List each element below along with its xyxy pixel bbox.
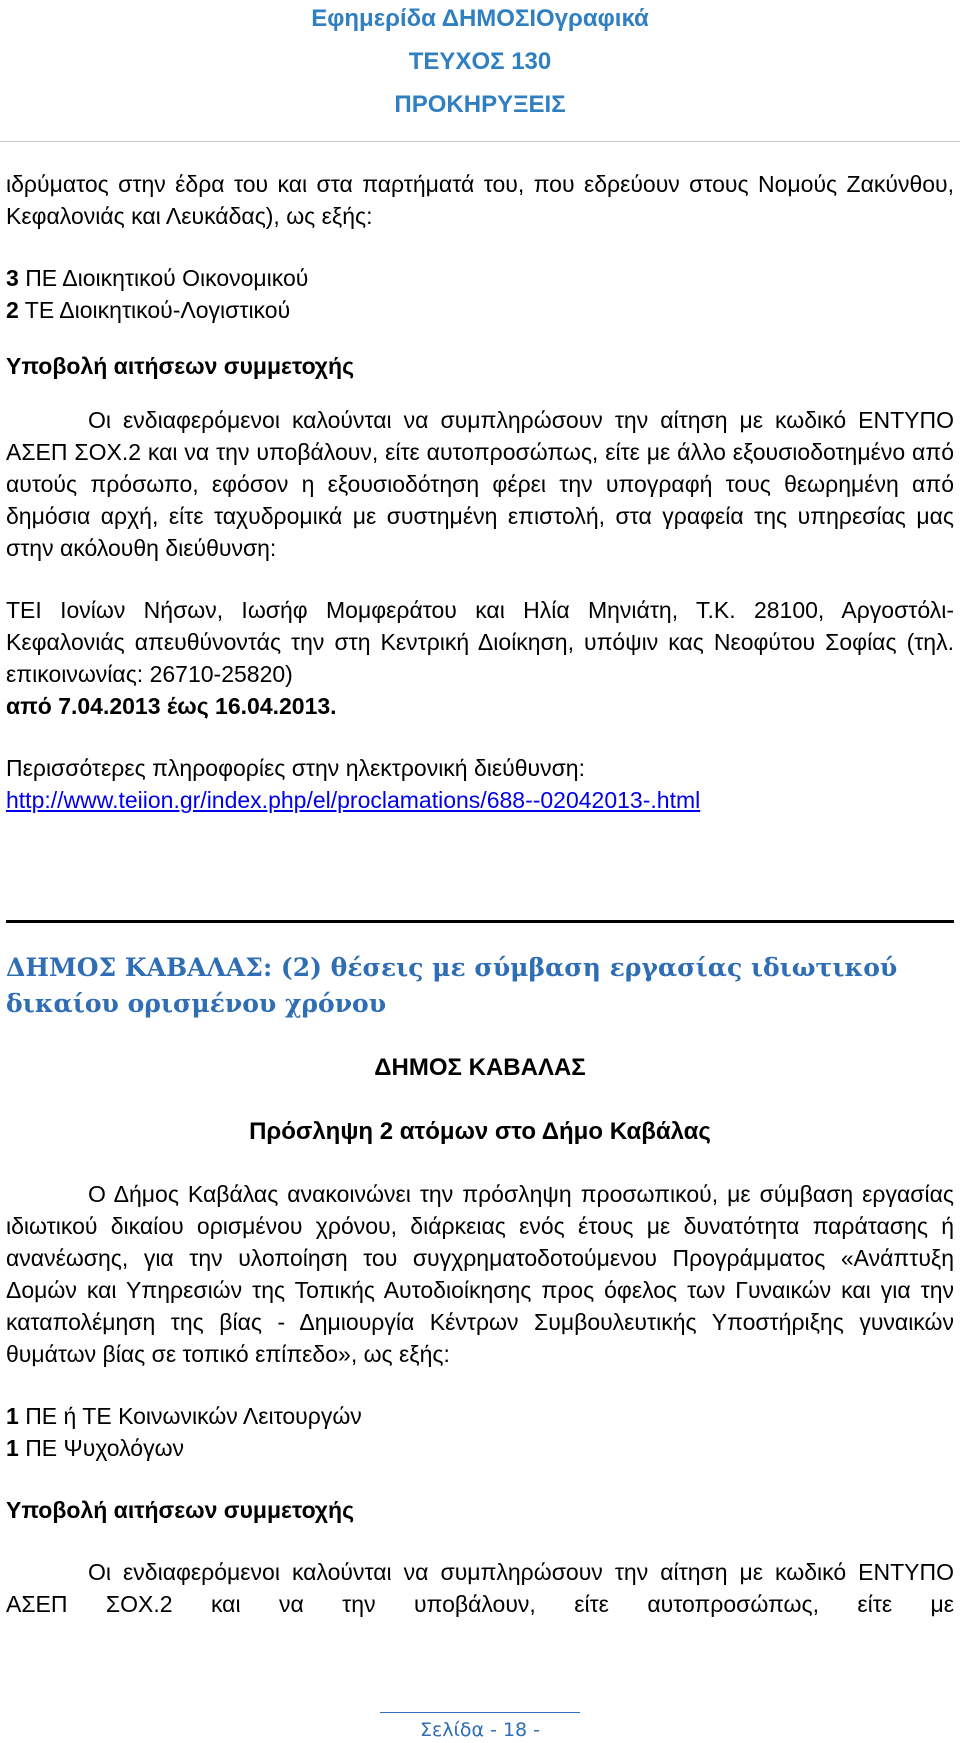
section-divider bbox=[6, 920, 954, 923]
submission-paragraph: Οι ενδιαφερόμενοι καλούνται να συμπληρώσουν την αίτηση με κωδικό ΕΝΤΥΠΟ ΑΣΕΠ ΣΟΧ.2 και να την υποβάλουν, είτε αυτοπροσώπως, είτε με bbox=[6, 1559, 954, 1617]
positions-list bbox=[6, 1400, 954, 1464]
issue-number: ΤΕΥΧΟΣ 130 bbox=[408, 48, 552, 75]
list-item: 1 ΠΕ Ψυχολόγων bbox=[6, 1435, 185, 1461]
submission-heading: Υποβολή αιτήσεων συμμετοχής bbox=[6, 1497, 355, 1523]
list-item: 1 ΠΕ ή ΤΕ Κοινωνικών Λειτουργών bbox=[6, 1403, 362, 1429]
positions-list bbox=[6, 262, 954, 326]
section-label: ΠΡΟΚΗΡΥΞΕΙΣ bbox=[394, 91, 566, 118]
page-number: Σελίδα - 18 - bbox=[419, 1719, 541, 1741]
list-item: 2 ΤΕ Διοικητικού-Λογιστικού bbox=[6, 297, 291, 323]
organization-title: ΔΗΜΟΣ ΚΑΒΑΛΑΣ bbox=[374, 1054, 586, 1081]
page-header bbox=[0, 0, 960, 121]
submission-heading: Υποβολή αιτήσεων συμμετοχής bbox=[6, 353, 355, 379]
more-info-text: Περισσότερες πληροφορίες στην ηλεκτρονική διεύθυνση: bbox=[6, 755, 585, 781]
address-paragraph: ΤΕΙ Ιονίων Νήσων, Ιωσήφ Μομφεράτου και Ηλία Μηνιάτη, Τ.Κ. 28100, Αργοστόλι- Κεφαλονιάς απευθύνοντάς την στη Κεντρική Διοίκηση, υπόψιν κας Νεοφύτου Σοφίας (τηλ. επικοινωνίας: 26710-25820) bbox=[6, 597, 954, 687]
publication-title: Εφημερίδα ΔΗΜΟΣΙΟγραφικά bbox=[311, 5, 649, 32]
announcement-subtitle: Πρόσληψη 2 ατόμων στο Δήμο Καβάλας bbox=[249, 1118, 711, 1145]
section-title: ΔΗΜΟΣ ΚΑΒΑΛΑΣ: (2) θέσεις με σύμβαση εργασίας ιδιωτικού δικαίου ορισμένου χρόνου bbox=[6, 953, 898, 1018]
announcement-body: Ο Δήμος Καβάλας ανακοινώνει την πρόσληψη προσωπικού, με σύμβαση εργασίας ιδιωτικού δικαίου ορισμένου χρόνου, διάρκειας ενός έτους με δυνατότητα παράτασης ή ανανέωσης, για την υλοποίηση του συγχρηματοδοτούμενου Προγράμματος «Ανάπτυξη Δομών και Υπηρεσιών της Τοπικής Αυτοδιοίκησης προς όφελος των Γυναικών και για την καταπολέμηση της βίας - Δημιουργία Κέντρων Συμβουλευτικής Υποστήριξης γυναικών θυμάτων βίας σε τοπικό επίπεδο», ως εξής: bbox=[6, 1181, 954, 1367]
list-item: 3 ΠΕ Διοικητικού Οικονομικού bbox=[6, 265, 309, 291]
info-link-line bbox=[6, 784, 954, 816]
submission-paragraph: Οι ενδιαφερόμενοι καλούνται να συμπληρώσουν την αίτηση με κωδικό ΕΝΤΥΠΟ ΑΣΕΠ ΣΟΧ.2 και να την υποβάλουν, είτε αυτοπροσώπως, είτε με άλλο εξουσιοδοτημένο από αυτούς πρόσωπο, εφόσον η εξουσιοδότηση φέρει την υπογραφή τους θεωρημένη από δημόσια αρχή, είτε ταχυδρομικά με συστημένη επιστολή, στα γραφεία της υπηρεσίας μας στην ακόλουθη διεύθυνση: bbox=[6, 407, 954, 561]
application-dates: από 7.04.2013 έως 16.04.2013. bbox=[6, 693, 337, 719]
intro-paragraph: ιδρύματος στην έδρα του και στα παρτήματά του, που εδρεύουν στους Νομούς Ζακύνθου, Κεφαλονιάς και Λευκάδας), ως εξής: bbox=[6, 171, 954, 229]
header-divider bbox=[0, 141, 960, 142]
footer-divider bbox=[380, 1712, 580, 1713]
section-dimos-kavalas bbox=[6, 1052, 954, 1620]
section-tei-ionion bbox=[6, 168, 954, 816]
info-link[interactable]: http://www.teiion.gr/index.php/el/proclamations/688--02042013-.html bbox=[6, 787, 701, 813]
